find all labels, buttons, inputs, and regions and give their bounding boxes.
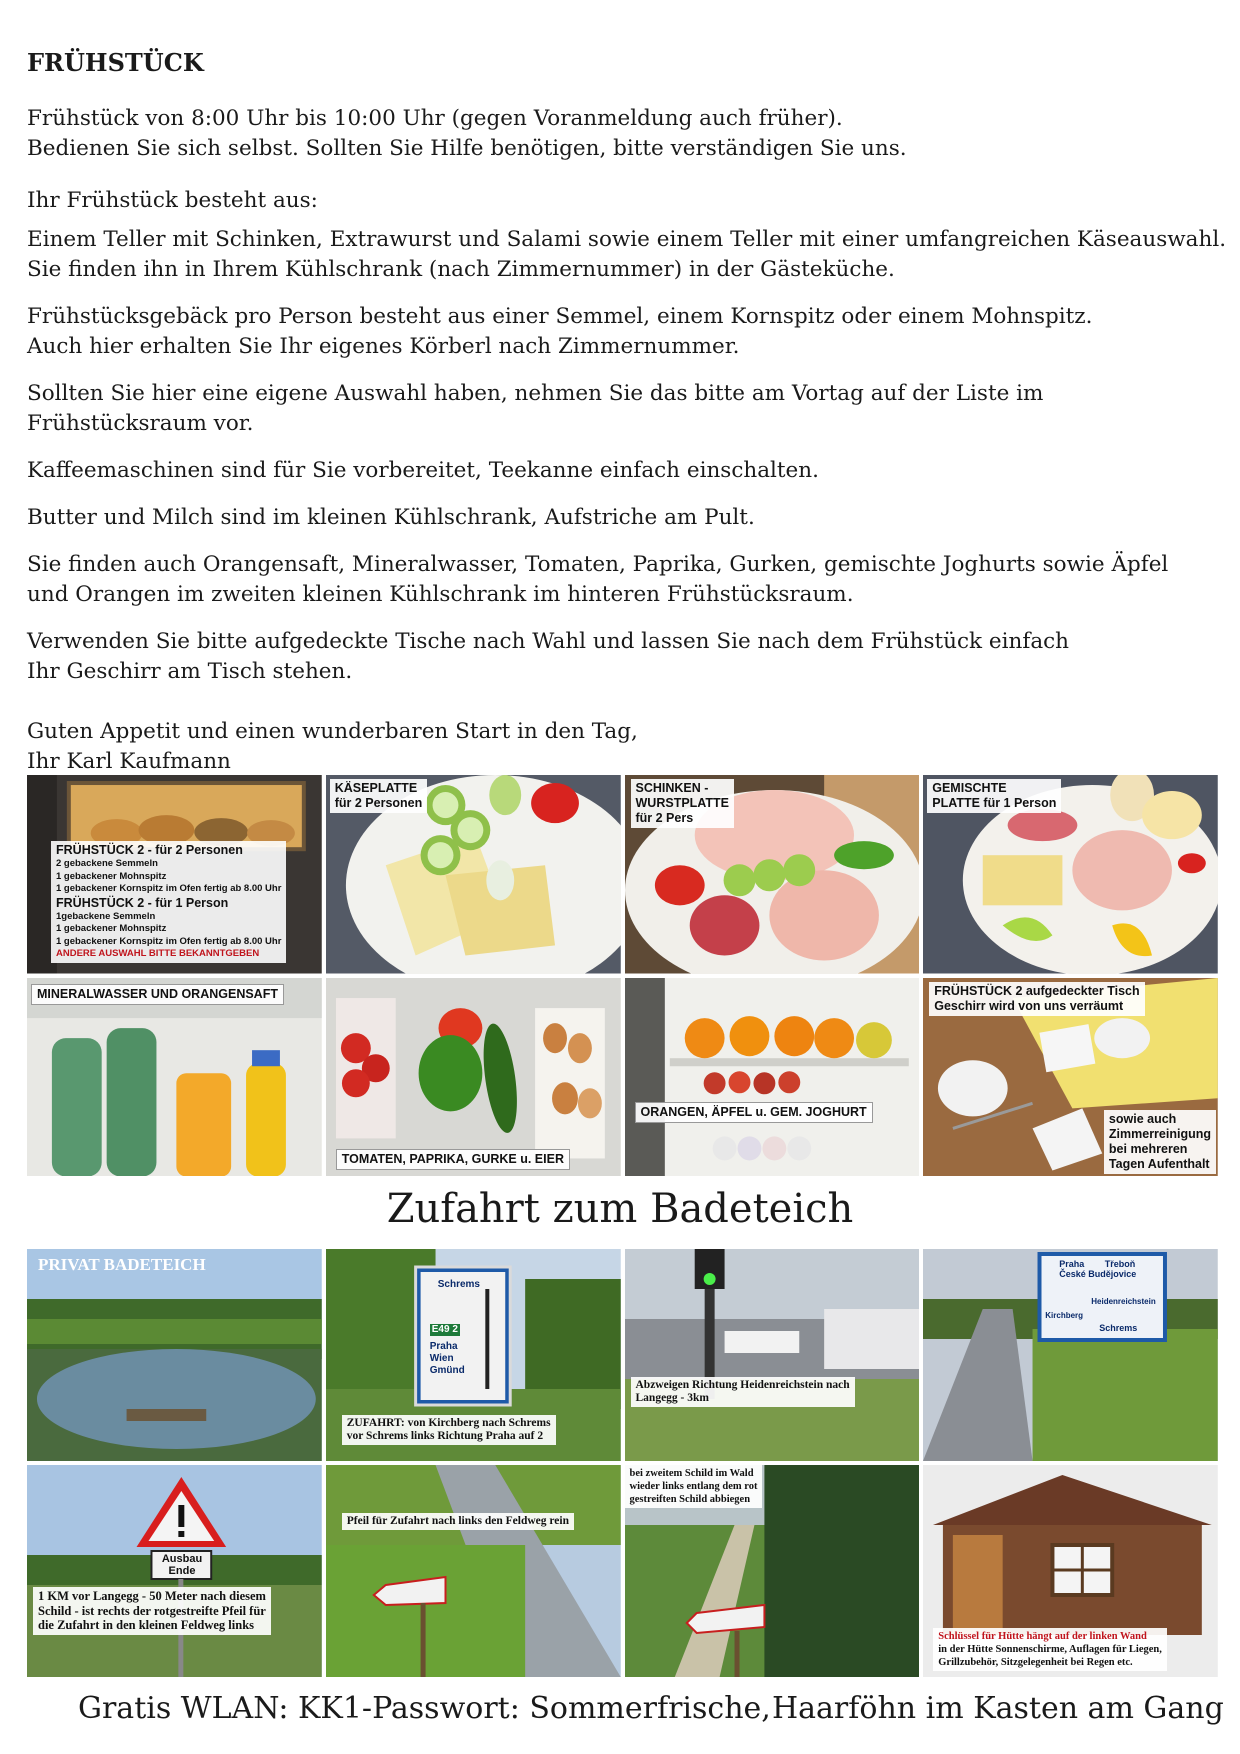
coffee-paragraph: Kaffeemaschinen sind für Sie vorbereitet, Teekanne einfach einschalten. <box>27 458 819 483</box>
table-caption <box>929 982 1144 1016</box>
bread-caption <box>51 841 286 963</box>
plates-paragraph <box>27 225 1227 285</box>
plates-line: Sie finden ihn in Ihrem Kühlschrank (nach Zimmernummer) in der Gästeküche. <box>27 257 895 282</box>
mixed-platter-photo <box>923 775 1218 974</box>
warning-sign-photo <box>27 1465 322 1677</box>
schrems-caption <box>342 1415 556 1445</box>
intro-line: Frühstück von 8:00 Uhr bis 10:00 Uhr (gegen Voranmeldung auch früher). <box>27 106 843 131</box>
cleaning-caption-line: Zimmerreinigung <box>1108 1127 1211 1141</box>
ham-caption <box>631 779 735 828</box>
sign-city: Gmünd <box>429 1365 465 1376</box>
butter-paragraph: Butter und Milch sind im kleinen Kühlschrank, Aufstriche am Pult. <box>27 505 755 530</box>
cleaning-caption-line: bei mehreren <box>1108 1142 1188 1156</box>
intro-line: Bedienen Sie sich selbst. Sollten Sie Hilfe benötigen, bitte verständigen Sie uns. <box>27 136 907 161</box>
pond-photo <box>27 1249 322 1461</box>
tables-paragraph <box>27 627 1217 687</box>
mixed-caption-line: GEMISCHTE <box>932 781 1007 795</box>
field-arrow-photo <box>326 1465 621 1677</box>
warning-caption <box>33 1587 271 1635</box>
mixed-caption <box>927 779 1061 813</box>
water-juice-photo <box>27 978 322 1177</box>
table-caption-line: FRÜHSTÜCK 2 aufgedeckter Tisch <box>934 983 1140 998</box>
bakery-paragraph <box>27 302 1217 362</box>
tables-line: Verwenden Sie bitte aufgedeckte Tische nach Wahl und lassen Sie nach dem Frühstück einfach <box>27 629 1070 654</box>
bread-caption-line: 1gebackene Semmeln <box>56 910 156 922</box>
hut-caption-line: Grillzubehör, Sitzgelegenheit bei Regen etc. <box>938 1657 1133 1668</box>
direction-sign-city: České Budějovice <box>1059 1269 1137 1279</box>
bread-caption-line: 1 gebackener Mohnspitz <box>56 923 167 934</box>
juice-line: Sie finden auch Orangensaft, Mineralwasser, Tomaten, Paprika, Gurken, gemischte Joghurts sowie Äpfel <box>27 552 1169 577</box>
bread-caption-warning: ANDERE AUSWAHL BITTE BEKANNTGEBEN <box>56 948 260 959</box>
bread-caption-line: 1 gebackener Kornspitz im Ofen fertig ab 8.00 Uhr <box>56 883 282 894</box>
closing-paragraph <box>27 717 1217 777</box>
table-caption-line: Geschirr wird von uns verräumt <box>934 998 1124 1013</box>
bread-caption-heading: FRÜHSTÜCK 2 - für 2 Personen <box>56 843 243 857</box>
set-table-photo <box>923 978 1218 1177</box>
cheese-caption <box>330 779 428 813</box>
sign-top-label: Schrems <box>437 1279 480 1290</box>
direction-sign-city: Třeboň <box>1104 1259 1136 1269</box>
bread-caption-line: 2 gebackene Semmeln <box>56 858 158 869</box>
bread-oven-photo <box>27 775 322 974</box>
field-arrow-caption: Pfeil für Zufahrt nach links den Feldweg rein <box>342 1513 574 1530</box>
wifi-info: Gratis WLAN: KK1-Passwort: Sommerfrische, <box>78 1691 771 1726</box>
ham-sausage-platter-photo <box>625 775 920 974</box>
sign-road-number: E49 2 <box>431 1324 458 1335</box>
direction-sign-text <box>1059 1259 1136 1279</box>
bakery-line: Frühstücksgebäck pro Person besteht aus einer Semmel, einem Kornspitz oder einem Mohnspitz. <box>27 304 1093 329</box>
junction-caption-line: Langegg - 3km <box>635 1392 709 1404</box>
direction-sign-city: Schrems <box>1099 1323 1138 1333</box>
hut-caption-key-line: Schlüssel für Hütte hängt auf der linken Wand <box>938 1631 1147 1642</box>
water-caption: MINERALWASSER UND ORANGENSAFT <box>31 984 284 1005</box>
breakfast-photo-grid <box>27 775 1218 1176</box>
ham-caption-line: für 2 Pers <box>635 811 694 825</box>
hairdryer-info: Haarföhn im Kasten am Gang <box>772 1691 1224 1726</box>
warning-sign-label: Ausbau Ende <box>161 1553 203 1577</box>
junction-caption <box>631 1377 855 1407</box>
schrems-caption-line: vor Schrems links Richtung Praha auf 2 <box>346 1430 544 1442</box>
schrems-caption-line: ZUFAHRT: von Kirchberg nach Schrems <box>346 1417 551 1429</box>
direction-sign-photo <box>923 1249 1218 1461</box>
cleaning-caption-line: Tagen Aufenthalt <box>1108 1157 1210 1171</box>
vegetables-caption: TOMATEN, PAPRIKA, GURKE u. EIER <box>336 1149 570 1170</box>
tables-line: Ihr Geschirr am Tisch stehen. <box>27 659 353 684</box>
hut-caption <box>933 1628 1167 1671</box>
own-choice-paragraph: Sollten Sie hier eine eigene Auswahl haben, nehmen Sie das bitte am Vortag auf der Liste im Frühstücksraum vor. <box>27 381 1044 436</box>
cheese-caption-line: KÄSEPLATTE <box>334 781 418 795</box>
signature: Ihr Karl Kaufmann <box>27 749 231 774</box>
plates-line: Einem Teller mit Schinken, Extrawurst und Salami sowie einem Teller mit einer umfangreichen Käseauswahl. <box>27 227 1227 252</box>
warning-caption-line: 1 KM vor Langegg - 50 Meter nach diesem <box>38 1589 266 1603</box>
breakfast-info <box>27 48 1227 794</box>
bakery-line: Auch hier erhalten Sie Ihr eigenes Körberl nach Zimmernummer. <box>27 334 740 359</box>
fruit-yogurt-photo <box>625 978 920 1177</box>
ham-caption-line: WURSTPLATTE <box>635 796 730 810</box>
hut-photo <box>923 1465 1218 1677</box>
cleaning-caption-line: sowie auch <box>1108 1112 1177 1126</box>
forest-caption <box>625 1465 763 1508</box>
direction-sign-city: Heidenreichstein <box>1091 1297 1156 1306</box>
sign-city: Praha <box>429 1341 458 1352</box>
hut-caption-line: in der Hütte Sonnenschirme, Auflagen für Liegen, <box>938 1644 1162 1655</box>
juice-line: und Orangen im zweiten kleinen Kühlschrank im hinteren Frühstücksraum. <box>27 582 854 607</box>
direction-sign-city: Kirchberg <box>1045 1311 1084 1320</box>
forest-caption-line: gestreiften Schild abbiegen <box>629 1494 751 1505</box>
vegetables-photo <box>326 978 621 1177</box>
fruit-caption: ORANGEN, ÄPFEL u. GEM. JOGHURT <box>635 1102 873 1123</box>
junction-caption-line: Abzweigen Richtung Heidenreichstein nach <box>635 1379 850 1391</box>
sign-city: Wien <box>429 1353 454 1364</box>
forest-caption-line: wieder links entlang dem rot <box>629 1481 758 1492</box>
section-title: Zufahrt zum Badeteich <box>386 1186 854 1232</box>
bread-caption-line: 1 gebackener Kornspitz im Ofen fertig ab 8.00 Uhr <box>56 935 282 947</box>
schrems-sign-photo <box>326 1249 621 1461</box>
forest-path-photo <box>625 1465 920 1677</box>
bread-caption-line: 1 gebackener Mohnspitz <box>56 870 167 882</box>
page-title: FRÜHSTÜCK <box>27 48 204 77</box>
cleaning-caption <box>1104 1110 1216 1174</box>
consists-heading: Ihr Frühstück besteht aus: <box>27 188 318 213</box>
juice-paragraph <box>27 550 1217 610</box>
bread-caption-heading: FRÜHSTÜCK 2 - für 1 Person <box>56 895 229 910</box>
closing-line: Guten Appetit und einen wunderbaren Start in den Tag, <box>27 719 638 744</box>
cheese-caption-line: für 2 Personen <box>334 796 423 810</box>
ham-caption-line: SCHINKEN - <box>635 781 709 795</box>
direction-sign-city: Praha <box>1059 1259 1085 1269</box>
forest-caption-line: bei zweitem Schild im Wald <box>629 1468 754 1479</box>
intro-paragraph <box>27 104 1217 164</box>
cheese-platter-photo <box>326 775 621 974</box>
pond-caption: PRIVAT BADETEICH <box>38 1255 206 1274</box>
route-photo-grid <box>27 1249 1218 1677</box>
mixed-caption-line: PLATTE für 1 Person <box>932 796 1057 810</box>
warning-caption-line: die Zufahrt in den kleinen Feldweg links <box>38 1618 255 1632</box>
junction-photo <box>625 1249 920 1461</box>
warning-caption-line: Schild - ist rechts der rotgestreifte Pfeil für <box>38 1603 266 1618</box>
